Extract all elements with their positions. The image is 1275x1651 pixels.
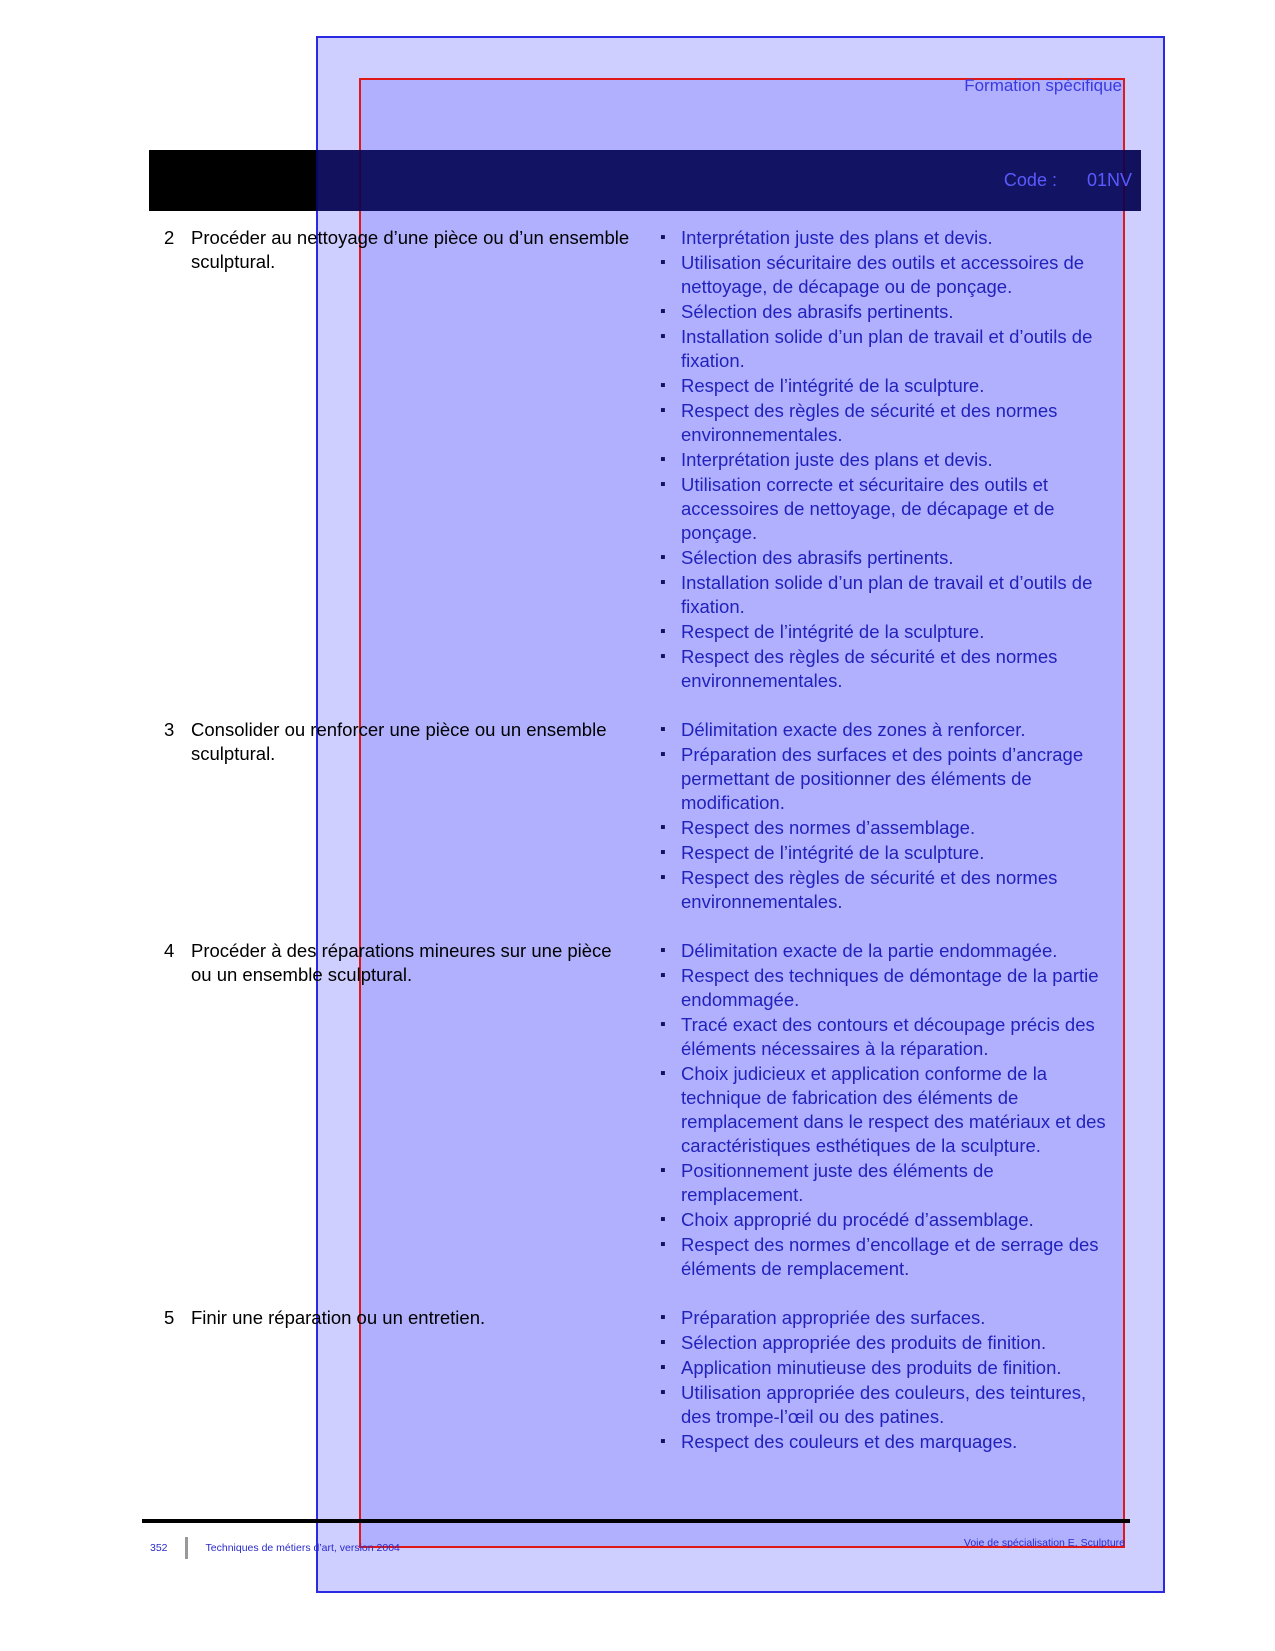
- criterion-item: [660, 374, 1120, 398]
- criterion-item: [660, 251, 1120, 299]
- criterion-item: [660, 1331, 1120, 1355]
- competency-number: 5: [164, 1307, 175, 1328]
- competency-row: [164, 718, 1124, 915]
- competency-text: Procéder à des réparations mineures sur une pièce ou un ensemble sculptural.: [191, 940, 612, 985]
- criterion-item: [660, 1306, 1120, 1330]
- code-label: Code : 01NV: [1003, 170, 1132, 190]
- criterion-item: [660, 866, 1120, 914]
- criterion-text: Sélection des abrasifs pertinents.: [681, 547, 954, 568]
- bullet-icon: ▪: [660, 1334, 666, 1351]
- competency-text: Consolider ou renforcer une pièce ou un ensemble sculptural.: [191, 719, 607, 764]
- criterion-item: [660, 399, 1120, 447]
- criterion-text: Utilisation sécuritaire des outils et accessoires de nettoyage, de décapage ou de ponçage.: [681, 252, 1085, 297]
- criterion-text: Respect des techniques de démontage de la partie endommagée.: [681, 965, 1099, 1010]
- criterion-item: [660, 546, 1120, 570]
- bullet-icon: ▪: [660, 1309, 666, 1326]
- bullet-icon: ▪: [660, 254, 666, 271]
- criterion-text: Positionnement juste des éléments de remplacement.: [681, 1160, 994, 1205]
- competency-statement: [164, 226, 660, 274]
- criterion-item: [660, 841, 1120, 865]
- competency-row: [164, 226, 1124, 694]
- bullet-icon: ▪: [660, 844, 666, 861]
- criterion-text: Respect des couleurs et des marquages.: [681, 1431, 1018, 1452]
- bullet-icon: ▪: [660, 942, 666, 959]
- criterion-item: [660, 325, 1120, 373]
- bullet-icon: ▪: [660, 549, 666, 566]
- criterion-item: [660, 1062, 1120, 1158]
- criterion-item: [660, 1233, 1120, 1281]
- criterion-text: Respect des règles de sécurité et des normes environnementales.: [681, 867, 1058, 912]
- bullet-icon: ▪: [660, 328, 666, 345]
- bullet-icon: ▪: [660, 1433, 666, 1450]
- criteria-list: [660, 226, 1120, 694]
- bullet-icon: ▪: [660, 451, 666, 468]
- page-number: 352: [150, 1542, 168, 1554]
- bullet-icon: ▪: [660, 623, 666, 640]
- criterion-text: Respect de l’intégrité de la sculpture.: [681, 621, 985, 642]
- competency-row: [164, 939, 1124, 1282]
- bullet-icon: ▪: [660, 402, 666, 419]
- bullet-icon: ▪: [660, 229, 666, 246]
- criterion-text: Application minutieuse des produits de finition.: [681, 1357, 1062, 1378]
- criterion-item: [660, 816, 1120, 840]
- criterion-item: [660, 571, 1120, 619]
- criterion-text: Respect des règles de sécurité et des normes environnementales.: [681, 646, 1058, 691]
- competency-number: 3: [164, 719, 175, 740]
- criterion-text: Préparation appropriée des surfaces.: [681, 1307, 986, 1328]
- criterion-text: Utilisation correcte et sécuritaire des outils et accessoires de nettoyage, de décapage et de ponçage.: [681, 474, 1055, 543]
- criterion-item: [660, 939, 1120, 963]
- criterion-item: [660, 1381, 1120, 1429]
- bullet-icon: ▪: [660, 574, 666, 591]
- footer-separator: [185, 1537, 188, 1559]
- criterion-text: Choix approprié du procédé d’assemblage.: [681, 1209, 1034, 1230]
- footer-document-title: Techniques de métiers d’art, version 2004: [205, 1542, 400, 1554]
- criterion-item: [660, 448, 1120, 472]
- bullet-icon: ▪: [660, 377, 666, 394]
- bullet-icon: ▪: [660, 1162, 666, 1179]
- bullet-icon: ▪: [660, 819, 666, 836]
- criterion-text: Délimitation exacte des zones à renforcer.: [681, 719, 1026, 740]
- bullet-icon: ▪: [660, 1359, 666, 1376]
- bullet-icon: ▪: [660, 1236, 666, 1253]
- criterion-text: Sélection des abrasifs pertinents.: [681, 301, 954, 322]
- criterion-item: [660, 1013, 1120, 1061]
- criterion-text: Délimitation exacte de la partie endommagée.: [681, 940, 1058, 961]
- criteria-list: [660, 1306, 1120, 1455]
- criterion-text: Tracé exact des contours et découpage précis des éléments nécessaires à la réparation.: [681, 1014, 1095, 1059]
- bullet-icon: ▪: [660, 1016, 666, 1033]
- criterion-item: [660, 226, 1120, 250]
- footer-left: [150, 1537, 400, 1559]
- criterion-text: Installation solide d’un plan de travail et d’outils de fixation.: [681, 572, 1093, 617]
- bullet-icon: ▪: [660, 967, 666, 984]
- bullet-icon: ▪: [660, 1065, 666, 1082]
- bullet-icon: ▪: [660, 721, 666, 738]
- criterion-text: Préparation des surfaces et des points d’ancrage permettant de positionner des éléments de modification.: [681, 744, 1084, 813]
- bullet-icon: ▪: [660, 648, 666, 665]
- competency-row: [164, 1306, 1124, 1455]
- section-title: Formation spécifique: [964, 76, 1122, 95]
- competency-number: 2: [164, 227, 175, 248]
- criterion-item: [660, 300, 1120, 324]
- criteria-list: [660, 718, 1120, 915]
- bullet-icon: ▪: [660, 869, 666, 886]
- criterion-item: [660, 743, 1120, 815]
- criterion-text: Utilisation appropriée des couleurs, des teintures, des trompe-l’œil ou des patines.: [681, 1382, 1087, 1427]
- competency-statement: [164, 1306, 660, 1330]
- criterion-text: Respect de l’intégrité de la sculpture.: [681, 842, 985, 863]
- competency-table: [164, 226, 1124, 1479]
- criterion-text: Respect de l’intégrité de la sculpture.: [681, 375, 985, 396]
- criterion-text: Respect des normes d’assemblage.: [681, 817, 976, 838]
- criteria-list: [660, 939, 1120, 1282]
- criterion-text: Sélection appropriée des produits de finition.: [681, 1332, 1047, 1353]
- criterion-text: Choix judicieux et application conforme de la technique de fabrication des éléments de remplacement dans le respect des matériaux et des caractéristiques esthétiques de la sculpture.: [681, 1063, 1106, 1156]
- criterion-text: Interprétation juste des plans et devis.: [681, 227, 993, 248]
- criterion-text: Interprétation juste des plans et devis.: [681, 449, 993, 470]
- bullet-icon: ▪: [660, 303, 666, 320]
- footer-rule: [142, 1519, 1130, 1523]
- criterion-item: [660, 473, 1120, 545]
- criterion-item: [660, 1159, 1120, 1207]
- competency-statement: [164, 939, 660, 987]
- footer-section-title: Voie de spécialisation E, Sculpture: [963, 1537, 1125, 1549]
- criterion-item: [660, 964, 1120, 1012]
- bullet-icon: ▪: [660, 746, 666, 763]
- competency-text: Procéder au nettoyage d’une pièce ou d’un ensemble sculptural.: [191, 227, 630, 272]
- criterion-item: [660, 620, 1120, 644]
- bullet-icon: ▪: [660, 476, 666, 493]
- criterion-text: Respect des normes d’encollage et de serrage des éléments de remplacement.: [681, 1234, 1099, 1279]
- criterion-item: [660, 1356, 1120, 1380]
- bullet-icon: ▪: [660, 1211, 666, 1228]
- bullet-icon: ▪: [660, 1384, 666, 1401]
- competency-statement: [164, 718, 660, 766]
- criterion-item: [660, 645, 1120, 693]
- criterion-text: Respect des règles de sécurité et des normes environnementales.: [681, 400, 1058, 445]
- competency-text: Finir une réparation ou un entretien.: [191, 1307, 486, 1328]
- criterion-item: [660, 1430, 1120, 1454]
- criterion-text: Installation solide d’un plan de travail et d’outils de fixation.: [681, 326, 1093, 371]
- criterion-item: [660, 718, 1120, 742]
- competency-number: 4: [164, 940, 175, 961]
- criterion-item: [660, 1208, 1120, 1232]
